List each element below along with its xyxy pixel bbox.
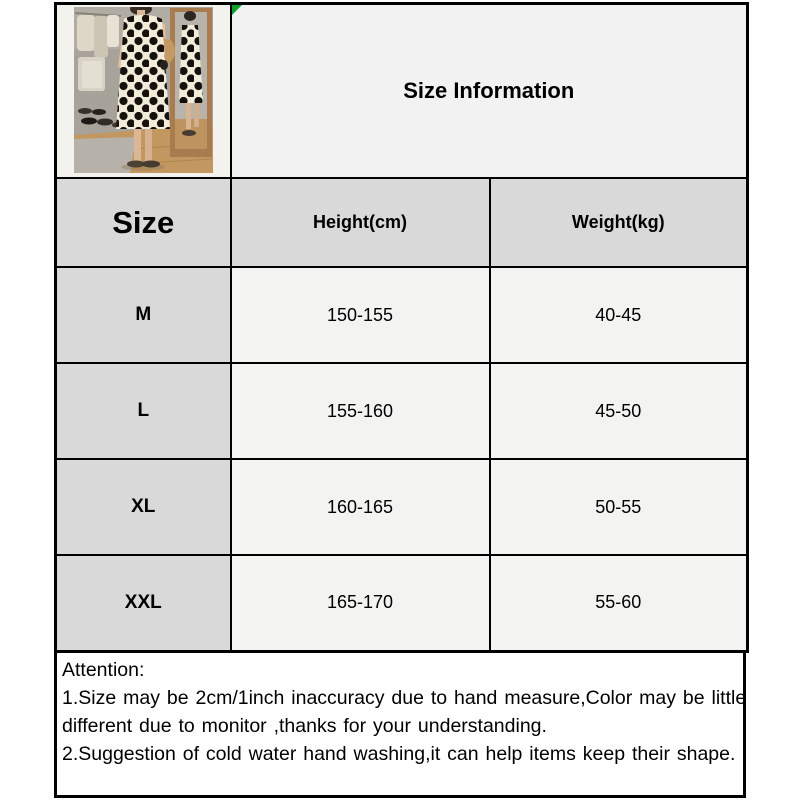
hand-item: [160, 60, 168, 70]
sheet: [54, 2, 746, 798]
weight-value: 45-50: [490, 363, 748, 459]
attention-note: [54, 653, 746, 798]
attention-line-3: 2.Suggestion of cold water hand washing,it can help items keep their shape.: [62, 742, 736, 765]
polka-dot-dress: [116, 15, 170, 129]
title-cell: [231, 4, 748, 179]
product-photo: [74, 7, 213, 173]
table-row: [56, 267, 748, 363]
left-leg: [134, 129, 141, 162]
attention-heading: Attention:: [62, 658, 145, 681]
height-value: 160-165: [231, 459, 490, 555]
table-row: [56, 363, 748, 459]
weight-value: 55-60: [490, 555, 748, 651]
size-label: M: [56, 267, 231, 363]
size-label: L: [56, 363, 231, 459]
column-header-height: Height(cm): [231, 178, 490, 267]
table-row: [56, 555, 748, 651]
photo-title-row: [56, 4, 748, 179]
height-value: 155-160: [231, 363, 490, 459]
size-table: [54, 2, 749, 653]
full-length-mirror: [170, 8, 212, 157]
table-header-row: [56, 178, 748, 267]
height-value: 150-155: [231, 267, 490, 363]
size-label: XXL: [56, 555, 231, 651]
height-value: 165-170: [231, 555, 490, 651]
sandal-right: [142, 161, 160, 168]
column-header-size: Size: [56, 178, 231, 267]
column-header-weight: Weight(kg): [490, 178, 748, 267]
weight-value: 50-55: [490, 459, 748, 555]
product-photo-cell: [56, 4, 231, 179]
attention-line-1: 1.Size may be 2cm/1inch inaccuracy due to hand measure,Color may be little: [62, 686, 747, 709]
attention-line-2: different due to monitor ,thanks for your understanding.: [62, 714, 547, 737]
weight-value: 40-45: [490, 267, 748, 363]
page-title: Size Information: [403, 78, 575, 103]
right-leg: [145, 129, 152, 162]
green-corner-marker: [232, 5, 242, 15]
size-label: XL: [56, 459, 231, 555]
table-row: [56, 459, 748, 555]
